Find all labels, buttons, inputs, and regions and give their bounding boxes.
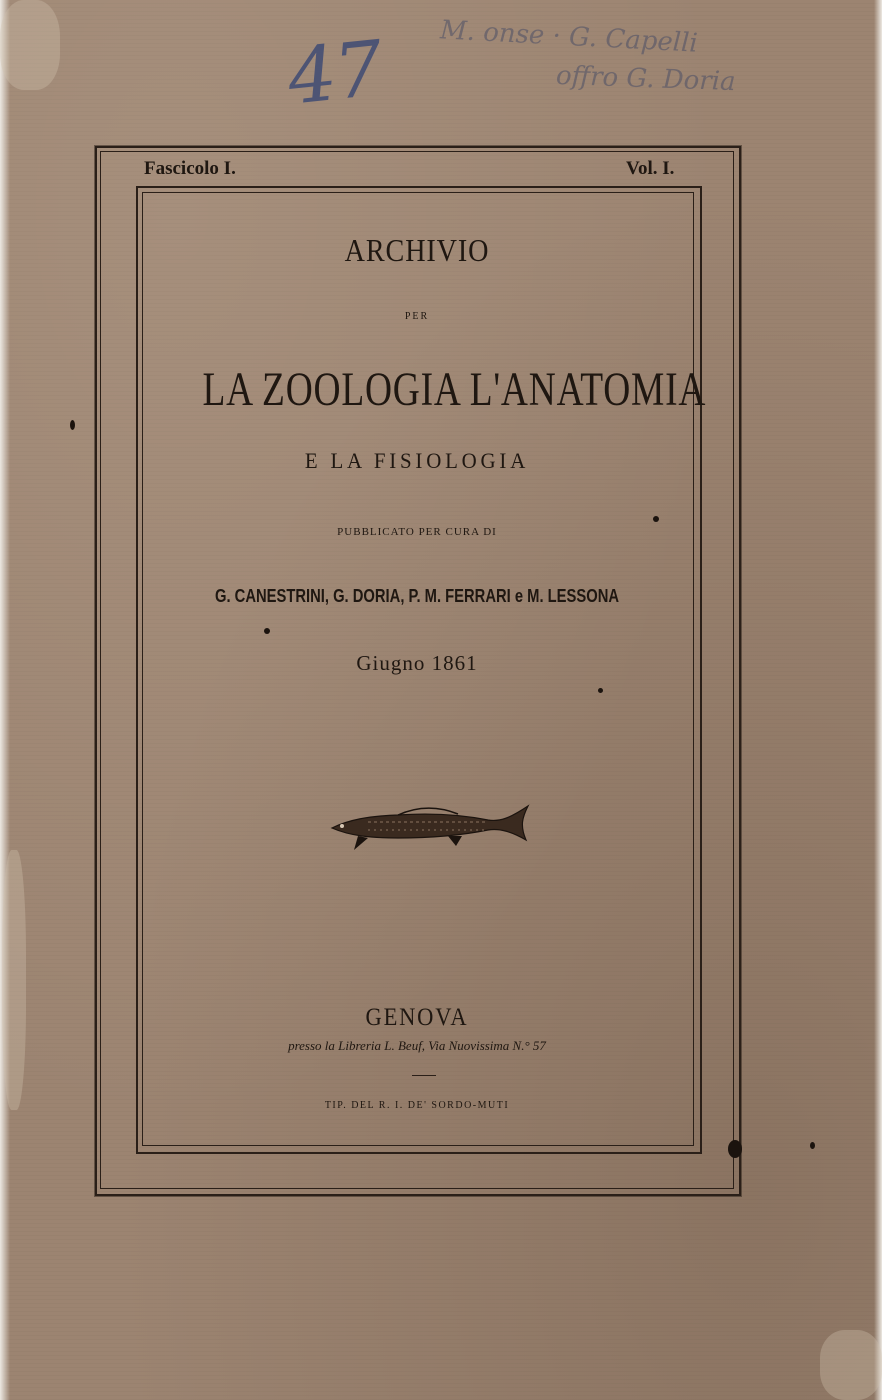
- ink-spot: [653, 516, 659, 522]
- handwritten-inscription-line-1: M. onse · G. Capelli: [439, 15, 699, 59]
- publisher-address: presso la Libreria L. Beuf, Via Nuovissima N.° 57: [288, 1038, 546, 1053]
- volume-number: Vol. I.: [626, 158, 675, 179]
- handwritten-inscription-line-2: offro G. Doria: [555, 60, 737, 98]
- ink-spot: [810, 1142, 815, 1149]
- ink-spot: [70, 420, 75, 430]
- fish-vignette-icon: [328, 798, 532, 858]
- city: GENOVA: [365, 1004, 469, 1031]
- paper-wear-spot: [2, 850, 26, 1110]
- published-by-label: PUBBLICATO PER CURA DI: [337, 526, 497, 538]
- handwritten-shelf-number: 47: [283, 23, 386, 122]
- title-per: PER: [404, 311, 430, 322]
- paper-edge-left: [0, 0, 10, 1400]
- ink-spot: [598, 688, 603, 693]
- main-title: LA ZOOLOGIA L'ANATOMIA: [202, 363, 707, 416]
- ink-spot: [264, 628, 270, 634]
- title-archivio: ARCHIVIO: [344, 232, 490, 268]
- ink-spot: [728, 1140, 742, 1158]
- editors-list: G. CANESTRINI, G. DORIA, P. M. FERRARI e M. LESSONA: [214, 586, 620, 606]
- short-divider: [412, 1075, 436, 1076]
- issue-number: Fascicolo I.: [144, 158, 236, 179]
- paper-wear-spot: [820, 1330, 882, 1400]
- paper-edge-right: [874, 0, 882, 1400]
- printer-line: TIP. DEL R. I. DE' SORDO-MUTI: [324, 1100, 510, 1111]
- paper-wear-spot: [0, 0, 60, 90]
- subtitle: E LA FISIOLOGIA: [304, 448, 530, 473]
- publication-date: Giugno 1861: [356, 651, 478, 675]
